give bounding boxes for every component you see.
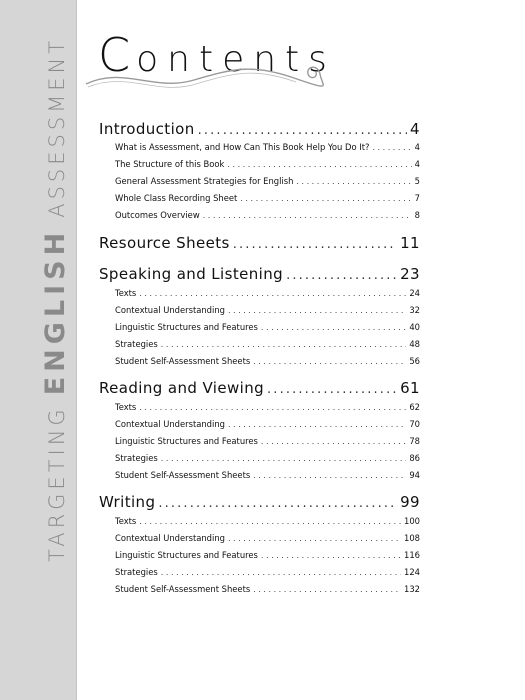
toc-item-label: Student Self-Assessment Sheets [115, 470, 251, 480]
toc-item-label: Strategies [115, 453, 158, 463]
dot-leader [253, 471, 406, 480]
toc-item[interactable] [99, 356, 420, 366]
toc-item-page: 62 [409, 402, 420, 412]
toc-item-label: Linguistic Structures and Features [115, 322, 258, 332]
toc-item-page: 86 [409, 453, 420, 463]
toc-section-resource-sheets[interactable] [99, 234, 420, 252]
toc-item-page: 7 [414, 193, 420, 203]
dot-leader [139, 403, 406, 412]
toc-item-page: 108 [404, 533, 420, 543]
toc-item-label: Texts [115, 516, 137, 526]
toc-item-label: Strategies [115, 567, 158, 577]
spine-word-english: ENGLISH [40, 227, 71, 396]
toc-item-page: 24 [409, 288, 420, 298]
dot-leader [161, 454, 407, 463]
toc-section-introduction[interactable] [99, 120, 420, 138]
dot-leader [227, 160, 411, 169]
dot-leader [253, 585, 401, 594]
dot-leader [139, 289, 406, 298]
toc-item-label: Texts [115, 288, 137, 298]
page-title-rest: ontents [136, 39, 336, 80]
toc-item[interactable] [99, 550, 420, 560]
toc-item[interactable] [99, 567, 420, 577]
dot-leader [233, 237, 397, 252]
dot-leader [228, 420, 406, 429]
toc-item-label: Contextual Understanding [115, 419, 225, 429]
toc-item[interactable] [99, 453, 420, 463]
toc-section-writing[interactable] [99, 493, 420, 511]
toc-item-page: 32 [409, 305, 420, 315]
page-title-initial: C [98, 28, 137, 82]
toc-section-speaking-listening[interactable] [99, 265, 420, 283]
toc-item-page: 132 [404, 584, 420, 594]
toc-item-page: 8 [414, 210, 420, 220]
spine-title [40, 37, 71, 562]
toc-item[interactable] [99, 516, 420, 526]
toc-item-label: Linguistic Structures and Features [115, 436, 258, 446]
dot-leader [203, 211, 412, 220]
dot-leader [261, 323, 406, 332]
toc-section-label: Introduction [99, 120, 195, 138]
toc-section-page: 4 [410, 120, 420, 138]
toc-section-reading-viewing[interactable] [99, 379, 420, 397]
toc-section-label: Resource Sheets [99, 234, 230, 252]
toc-section-label: Reading and Viewing [99, 379, 265, 397]
toc-item[interactable] [99, 193, 420, 203]
toc-item-page: 48 [409, 339, 420, 349]
toc-section-label: Writing [99, 493, 156, 511]
toc-item-page: 70 [409, 419, 420, 429]
toc-item-page: 78 [409, 436, 420, 446]
dot-leader [228, 534, 401, 543]
toc-item[interactable] [99, 305, 420, 315]
toc-item[interactable] [99, 436, 420, 446]
toc-section-page: 99 [400, 493, 420, 511]
swirl-flourish-icon [84, 56, 344, 96]
toc-section-label: Speaking and Listening [99, 265, 284, 283]
dot-leader [161, 568, 401, 577]
spine-word-assessment: ASSESSMENT [45, 36, 69, 218]
toc-item[interactable] [99, 419, 420, 429]
toc-item-page: 4 [414, 159, 420, 169]
toc-item-label: Student Self-Assessment Sheets [115, 356, 251, 366]
toc-item-page: 4 [414, 142, 420, 152]
toc-section-page: 11 [400, 234, 420, 252]
toc-item-label: Whole Class Recording Sheet [115, 193, 238, 203]
toc-item[interactable] [99, 402, 420, 412]
toc-item-label: Texts [115, 402, 137, 412]
toc-item-page: 116 [404, 550, 420, 560]
toc-item-label: General Assessment Strategies for English [115, 176, 294, 186]
toc-item-label: What is Assessment, and How Can This Book Help You Do It? [115, 142, 370, 152]
toc-item-page: 5 [414, 176, 420, 186]
toc-item-page: 94 [409, 470, 420, 480]
toc-item[interactable] [99, 288, 420, 298]
toc-item-page: 56 [409, 356, 420, 366]
dot-leader [253, 357, 406, 366]
toc-item-page: 100 [404, 516, 420, 526]
toc-item-label: Contextual Understanding [115, 305, 225, 315]
dot-leader [296, 177, 411, 186]
dot-leader [139, 517, 401, 526]
toc-section-page: 61 [400, 379, 420, 397]
dot-leader [372, 143, 411, 152]
toc-item[interactable] [99, 159, 420, 169]
toc-item[interactable] [99, 584, 420, 594]
dot-leader [228, 306, 406, 315]
dot-leader [158, 496, 397, 511]
toc-item-label: Strategies [115, 339, 158, 349]
dot-leader [240, 194, 411, 203]
toc-item[interactable] [99, 533, 420, 543]
toc-item-label: Outcomes Overview [115, 210, 200, 220]
toc-item-label: The Structure of this Book [115, 159, 225, 169]
toc-item[interactable] [99, 322, 420, 332]
toc-item-page: 40 [409, 322, 420, 332]
dot-leader [286, 268, 397, 283]
toc-item[interactable] [99, 339, 420, 349]
dot-leader [161, 340, 407, 349]
spine-word-targeting: TARGETING [45, 405, 69, 562]
toc-item-label: Linguistic Structures and Features [115, 550, 258, 560]
sidebar-band [0, 0, 77, 700]
toc-item-page: 124 [404, 567, 420, 577]
toc-section-page: 23 [400, 265, 420, 283]
dot-leader [267, 382, 397, 397]
toc-item[interactable] [99, 470, 420, 480]
toc-item-label: Contextual Understanding [115, 533, 225, 543]
toc-item[interactable] [99, 210, 420, 220]
dot-leader [261, 551, 401, 560]
toc-item[interactable] [99, 176, 420, 186]
toc-item-label: Student Self-Assessment Sheets [115, 584, 251, 594]
dot-leader [261, 437, 406, 446]
toc-item[interactable] [99, 142, 420, 152]
dot-leader [198, 123, 407, 138]
